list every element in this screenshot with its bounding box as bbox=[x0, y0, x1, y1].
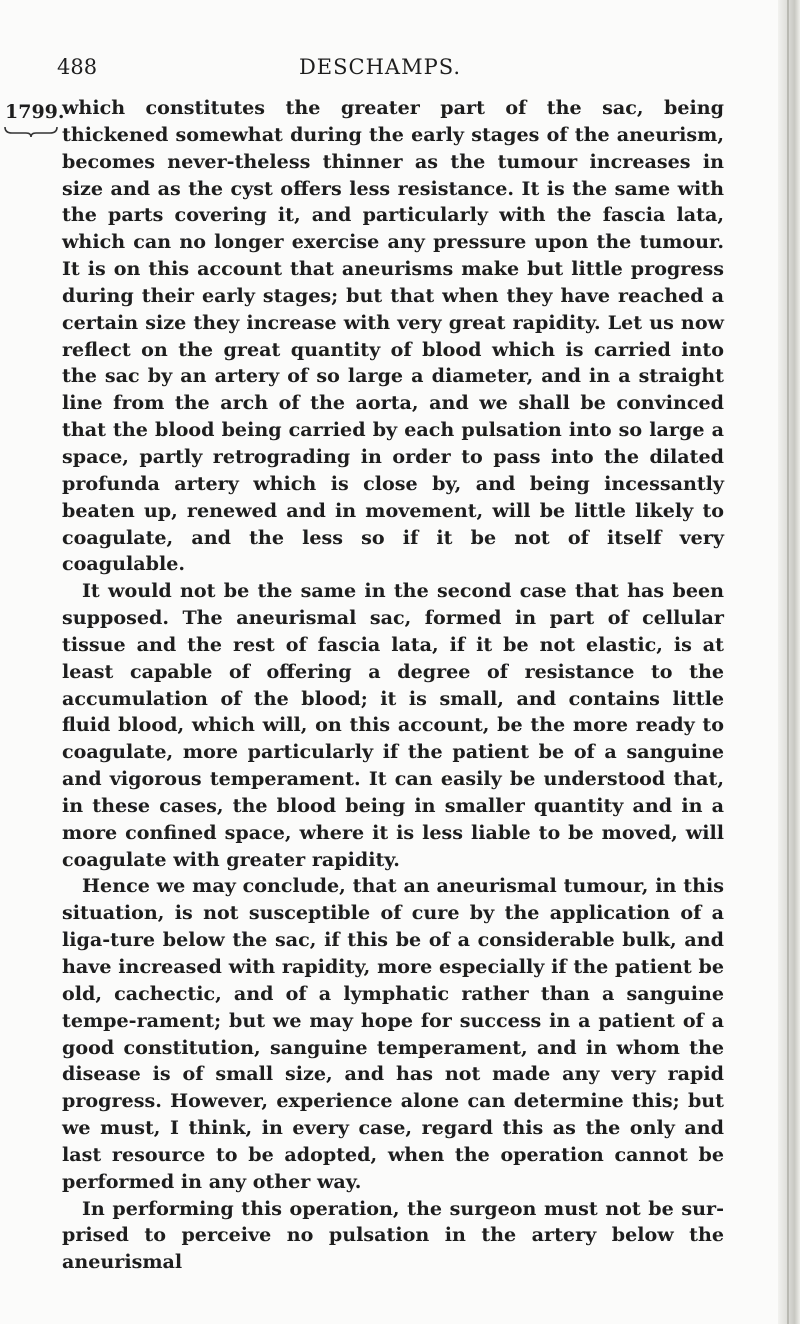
margin-brace-icon bbox=[4, 126, 58, 138]
margin-year: 1799. bbox=[5, 101, 65, 123]
paragraph-2: It would not be the same in the second case that has been supposed. The aneurismal sac, formed in part of cellular tissue and the rest of fascia lata, if it be not elastic, is at least capable of offering a degree of resistance to the accumulation of the blood; it is small, and contains little fluid blood, which will, on this account, be the more ready to coagulate, more particularly if the patient be of a sanguine and vigorous temperament. It can easily be understood that, in these cases, the blood being in smaller quantity and in a more confined space, where it is less liable to be moved, will coagulate with greater rapidity. bbox=[62, 579, 724, 871]
paragraph-3: Hence we may conclude, that an aneurismal tumour, in this situation, is not susceptible of cure by the application of a liga-ture below the sac, if this be of a considerable bulk, and have increased with rapidity, more especially if the patient be old, cachectic, and of a lymphatic rather than a sanguine tempe-rament; but we may hope for success in a patient of a good constitution, sanguine temperament, and in whom the disease is of small size, and has not made any very rapid progress. However, experience alone can determine this; but we must, I think, in every case, regard this as the only and last resource to be adopted, when the operation cannot be performed in any other way. bbox=[62, 874, 724, 1193]
page-edge bbox=[778, 0, 800, 1324]
paragraph-4: In performing this operation, the surgeon must not be sur-prised to perceive no pulsation in the artery below the aneurismal bbox=[62, 1196, 724, 1274]
running-title: DESCHAMPS. bbox=[298, 55, 462, 79]
body-text bbox=[62, 95, 724, 1276]
page-header bbox=[0, 47, 800, 87]
paragraph-1: which constitutes the greater part of the sac, being thickened somewhat during the early stages of the aneurism, becomes never-theless thinner as the tumour increases in size and as the cyst offers less resistance. It is the same with the parts covering it, and particularly with the fascia lata, which can no longer exercise any pressure upon the tumour. It is on this account that aneurisms make but little progress during their early stages; but that when they have reached a certain size they increase with very great rapidity. Let us now reflect on the great quantity of blood which is carried into the sac by an artery of so large a diameter, and in a straight line from the arch of the aorta, and we shall be convinced that the blood being carried by each pulsation into so large a space, partly retrograding in order to pass into the dilated profunda artery which is close by, and being incessantly beaten up, renewed and in movement, will be little likely to coagulate, and the less so if it be not of itself very coagulable. bbox=[62, 96, 724, 576]
page-number: 488 bbox=[57, 55, 98, 79]
